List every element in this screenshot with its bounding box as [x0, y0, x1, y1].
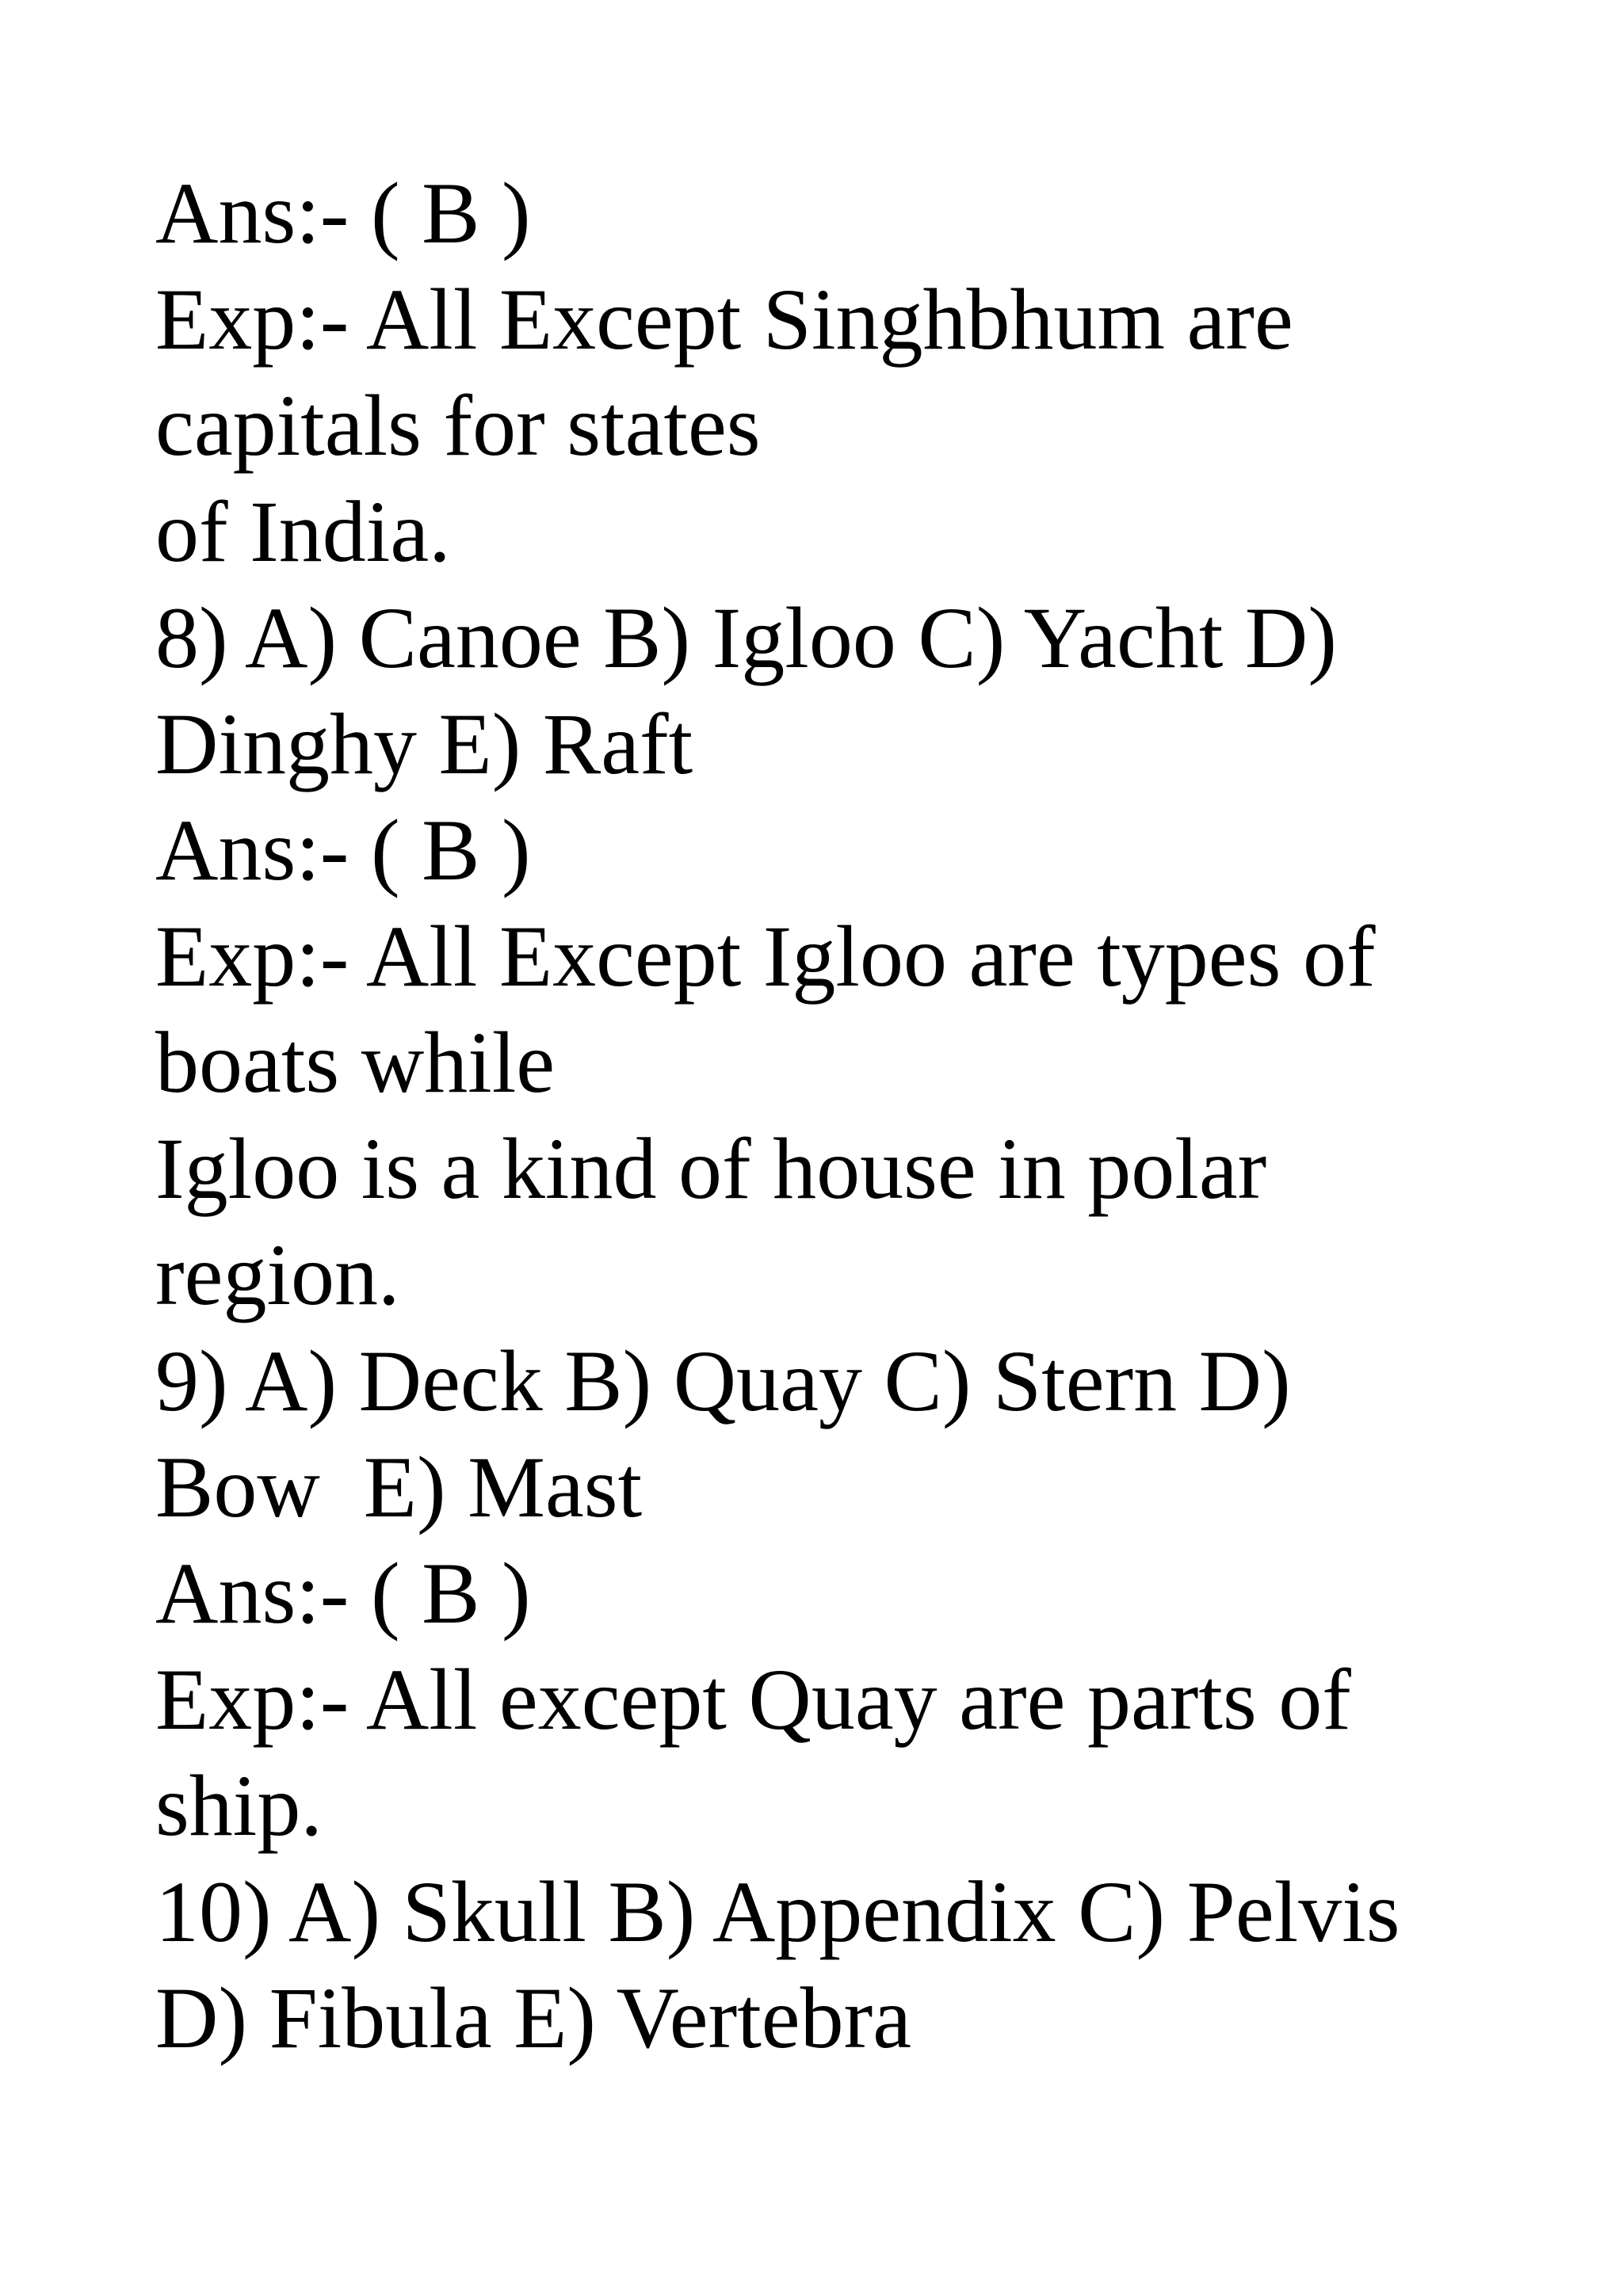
- question-line: 10) A) Skull B) Appendix C) Pelvis: [155, 1863, 1400, 1960]
- document-text-block: [155, 160, 1582, 2071]
- explanation-line: Igloo is a kind of house in polar: [155, 1120, 1267, 1217]
- explanation-line: ship.: [155, 1757, 323, 1854]
- question-line: 9) A) Deck B) Quay C) Stern D): [155, 1333, 1291, 1429]
- answer-line: Ans:- ( B ): [155, 802, 531, 898]
- question-line: Bow E) Mast: [155, 1439, 643, 1535]
- explanation-line: Exp:- All except Quay are parts of: [155, 1651, 1351, 1748]
- explanation-line: region.: [155, 1226, 400, 1323]
- explanation-line: Exp:- All Except Igloo are types of: [155, 908, 1376, 1005]
- question-line: 8) A) Canoe B) Igloo C) Yacht D): [155, 589, 1337, 686]
- explanation-line: Exp:- All Except Singhbhum are: [155, 271, 1293, 368]
- answer-line: Ans:- ( B ): [155, 165, 531, 261]
- answer-line: Ans:- ( B ): [155, 1545, 531, 1642]
- explanation-line: of India.: [155, 483, 451, 580]
- question-line: D) Fibula E) Vertebra: [155, 1970, 912, 2066]
- explanation-line: capitals for states: [155, 377, 761, 474]
- question-line: Dinghy E) Raft: [155, 696, 693, 792]
- explanation-line: boats while: [155, 1014, 556, 1111]
